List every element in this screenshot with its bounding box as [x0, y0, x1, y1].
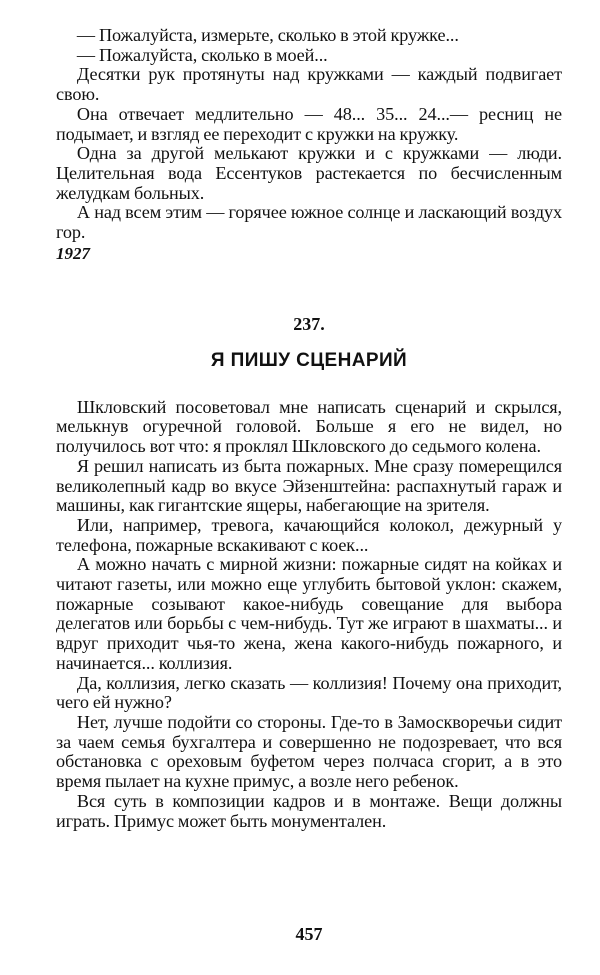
paragraph: Одна за другой мелькают кружки и с кружками — люди. Целительная вода Ессентуков растекается по бесчисленным желудкам больных. — [56, 143, 562, 203]
previous-text-block — [56, 26, 562, 263]
paragraph: А можно начать с мирной жизни: пожарные сидят на койках и читают газеты, или можно еще углубить бытовой уклон: скажем, пожарные созывают какое-нибудь совещание для выбора делегатов или борьбы с чем-нибудь. Тут же играют в шахматы... и вдруг приходит чья-то жена, жена какого-нибудь пожарного, и начинается... коллизия. — [56, 554, 562, 673]
paragraph: Я решил написать из быта пожарных. Мне сразу померещился великолепный кадр во вкусе Эйзенштейна: распахнутый гараж и машины, как гигантские ящеры, набегающие на зрителя. — [56, 455, 562, 516]
section — [56, 314, 562, 831]
date-line: 1927 — [56, 243, 90, 263]
section-number: 237. — [293, 313, 325, 334]
book-page — [56, 26, 562, 951]
paragraph: Или, например, тревога, качающийся колокол, дежурный у телефона, пожарные вскакивают с коек... — [56, 514, 562, 555]
paragraph: Десятки рук протянуты над кружками — каждый подвигает свою. — [56, 64, 562, 105]
paragraph: Нет, лучше подойти со стороны. Где-то в Замоскворечьи сидит за чаем семья бухгалтера и совершенно не подозревает, что вся обстановка с ореховым буфетом через полчаса сгорит, а в это время пылает на кухне примус, а возле него ребенок. — [56, 711, 562, 792]
paragraph: Она отвечает медлительно — 48... 35... 24...— ресниц не подымает, и взгляд ее переходит с кружки на кружку. — [56, 103, 562, 144]
paragraph: Шкловский посоветовал мне написать сценарий и скрылся, мелькнув огуречной головой. Больше я его не видел, но получилось вот что: я проклял Шкловского до седьмого колена. — [56, 396, 562, 457]
paragraph: Да, коллизия, легко сказать — коллизия! Почему она приходит, чего ей нужно? — [56, 672, 562, 713]
paragraph: Вся суть в композиции кадров и в монтаже. Вещи должны играть. Примус может быть монументален. — [56, 790, 562, 831]
paragraph: А над всем этим — горячее южное солнце и ласкающий воздух гор. — [56, 202, 562, 243]
section-title: Я ПИШУ СЦЕНАРИЙ — [210, 349, 408, 371]
paragraph: — Пожалуйста, измерьте, сколько в этой кружке... — [76, 25, 459, 45]
page-number: 457 — [295, 924, 323, 944]
paragraph: — Пожалуйста, сколько в моей... — [76, 44, 328, 65]
